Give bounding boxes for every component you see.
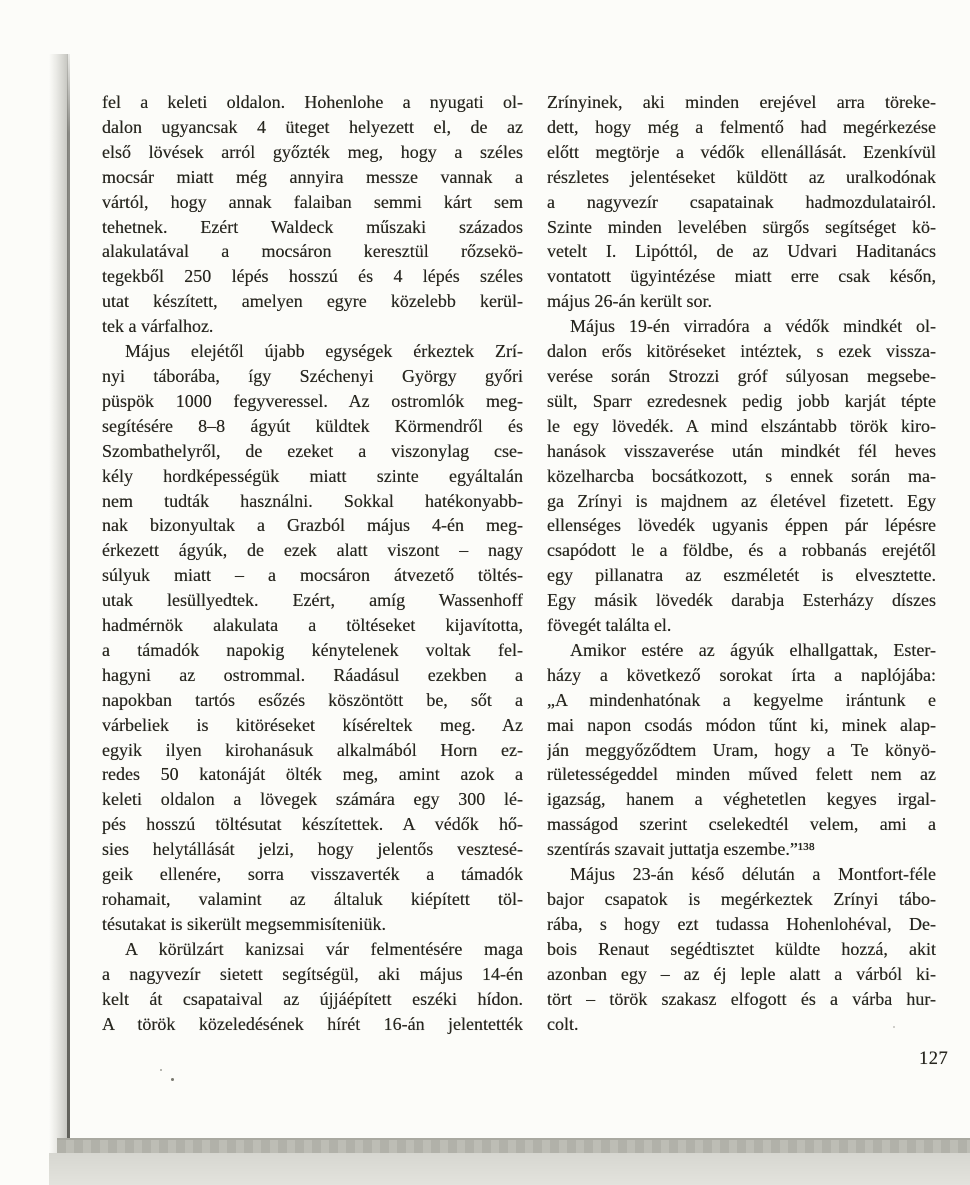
text-line: redes 50 katonáját ölték meg, amint azok a	[102, 764, 523, 785]
text-line: hadmérnök alakulata a töltéseket kijavította,	[102, 615, 523, 636]
text-line: Zrínyinek, aki minden erejével arra töreke-	[547, 92, 936, 112]
text-line: érkezett ágyúk, de ezek alatt viszont – nagy	[102, 540, 523, 561]
text-line: Május elejétől újabb egységek érkeztek Zrí-	[125, 341, 523, 362]
text-line: kelt át csapataival az újjáépített eszéki hídon.	[102, 988, 523, 1009]
scan-speck	[893, 1026, 895, 1028]
text-line: keleti oldalon a lövegek számára egy 300 lé-	[102, 789, 523, 810]
text-line: sült, Sparr ezredesnek pedig jobb karját tépte	[547, 390, 936, 411]
text-line: Május 19-én virradóra a védők mindkét ol-	[570, 316, 936, 337]
text-line: dett, hogy még a felmentő had megérkezése	[547, 116, 936, 137]
text-line: sies helytállását jelzi, hogy jelentős vesztesé-	[102, 839, 523, 860]
text-line: tört – török szakasz elfogott és a várba hur-	[547, 988, 936, 1009]
text-column-left	[102, 90, 523, 1036]
text-line: a nagyvezír sietett segítségül, aki május 14-én	[102, 963, 523, 984]
text-line: vetelt I. Lipóttól, de az Udvari Haditanács	[547, 241, 936, 262]
text-line: tek a várfalhoz.	[102, 316, 214, 337]
text-line: colt.	[547, 1013, 579, 1034]
text-line: nyi táborába, így Széchenyi György győri	[102, 365, 523, 386]
text-line: bois Renaut segédtisztet küldte hozzá, akit	[547, 938, 936, 959]
text-line: „A mindenhatónak a kegyelme irántunk e	[547, 689, 936, 710]
text-line: súlyuk miatt – a mocsáron átvezető töltés-	[102, 565, 523, 586]
page-number: 127	[919, 1049, 949, 1069]
text-line: napokban tartós esőzés köszöntött be, sőt a	[102, 689, 523, 710]
text-line: rohamait, valamint az általuk kiépített töl-	[102, 889, 523, 909]
text-line: dalon ugyancsak 4 üteget helyezett el, de az	[102, 116, 523, 137]
text-line: csapódott le a földbe, és a robbanás erejétől	[547, 540, 936, 561]
text-line: vontatott ügyintézése miatt erre csak későn,	[547, 266, 936, 287]
text-line: mocsár miatt még annyira messze vannak a	[102, 166, 523, 187]
text-line: hagyni az ostrommal. Ráadásul ezekben a	[102, 664, 523, 685]
text-line: tésutakat is sikerült megsemmisíteniük.	[102, 913, 386, 934]
scan-speck	[160, 1069, 162, 1071]
text-line: szentírás szavait juttatja eszembe.”¹³⁸	[547, 839, 815, 860]
text-line: ellenséges lövedék ugyanis éppen pár lépésre	[547, 515, 936, 536]
text-line: fel a keleti oldalon. Hohenlohe a nyugati ol-	[102, 92, 523, 112]
text-line: pés hosszú töltésutat készítettek. A védők hő-	[102, 814, 523, 835]
text-line: tehetnek. Ezért Waldeck műszaki százados	[102, 216, 523, 237]
text-line: fövegét találta el.	[547, 615, 672, 636]
text-line: A körülzárt kanizsai vár felmentésére maga	[125, 938, 523, 959]
text-column-right	[547, 90, 936, 1036]
text-line: részletes jelentéseket küldött az uralkodónak	[547, 166, 936, 187]
text-line: Amikor estére az ágyúk elhallgattak, Ester-	[570, 639, 936, 660]
binding-shadow	[49, 54, 68, 1185]
text-line: kély hordképességük miatt szinte egyáltalán	[102, 465, 523, 486]
text-line: ján meggyőződtem Uram, hogy a Te könyö-	[547, 739, 936, 760]
text-line: püspök 1000 fegyveressel. Az ostromlók meg-	[102, 390, 523, 411]
text-line: verése során Strozzi gróf súlyosan megsebe-	[547, 365, 936, 386]
text-line: várbeliek is kitöréseket kíséreltek meg. Az	[102, 714, 523, 735]
text-line: ga Zrínyi is majdnem az életével fizetett. Egy	[547, 490, 936, 511]
text-line: segítésére 8–8 ágyút küldtek Körmendről és	[102, 415, 523, 436]
scan-speck	[171, 1078, 174, 1081]
text-line: utat készített, amelyen egyre közelebb kerül-	[102, 291, 523, 312]
text-line: Szombathelyről, de ezeket a viszonylag cse-	[102, 440, 523, 461]
text-line: egy pillanatra az eszméletét is elvesztette.	[547, 565, 936, 586]
text-line: előtt megtörje a védők ellenállását. Ezenkívül	[547, 141, 936, 162]
text-line: alakulatával a mocsáron keresztül rőzsekö-	[102, 241, 523, 262]
text-line: Egy másik lövedék darabja Esterházy díszes	[547, 590, 936, 611]
text-line: rületességeddel minden műved felett nem az	[547, 764, 936, 785]
text-line: a támadók napokig kénytelenek voltak fel-	[102, 639, 523, 660]
binding-gutter-line	[67, 54, 70, 1185]
text-line: mai napon csodás módon tűnt ki, minek alap-	[547, 714, 936, 735]
text-line: le egy lövedék. A mind elszántabb török kiro-	[547, 415, 936, 436]
text-line: rába, s hogy ezt tudassa Hohenlohéval, De-	[547, 913, 936, 934]
text-line: Szinte minden levelében sürgős segítséget kö-	[547, 216, 936, 237]
text-line: geik ellenére, sorra visszaverték a támadók	[102, 864, 523, 885]
text-line: közelharcba bocsátkozott, s ennek során ma-	[547, 465, 936, 486]
text-line: nak bizonyultak a Grazból május 4-én meg-	[102, 515, 523, 536]
text-line: május 26-án került sor.	[547, 291, 712, 312]
text-line: egyik ilyen kirohanásuk alkalmából Horn ez-	[102, 739, 523, 760]
text-line: utak lesüllyedtek. Ezért, amíg Wassenhoff	[102, 590, 523, 611]
page-edge-band	[57, 1138, 970, 1153]
text-line: Május 23-án késő délután a Montfort-féle	[570, 864, 936, 885]
text-line: igazság, hanem a véghetetlen kegyes irgal-	[547, 789, 936, 810]
text-line: A török közeledésének hírét 16-án jelentették	[102, 1013, 523, 1034]
text-line: a nagyvezír csapatainak hadmozdulatairól.	[547, 191, 936, 212]
text-line: hanások visszaverése után mindkét fél heves	[547, 440, 936, 461]
text-line: első lövések arról győzték meg, hogy a széles	[102, 141, 523, 162]
text-line: dalon erős kitöréseket intéztek, s ezek vissza-	[547, 341, 936, 362]
text-line: masságod szerint cselekedtél velem, ami a	[547, 814, 936, 835]
text-line: azonban egy – az éj leple alatt a várból ki-	[547, 963, 936, 984]
text-line: vártól, hogy annak falaiban semmi kárt sem	[102, 191, 523, 212]
text-line: házy a következő sorokat írta a naplójába:	[547, 664, 936, 685]
text-line: tegekből 250 lépés hosszú és 4 lépés széles	[102, 266, 523, 287]
text-line: bajor csapatok is megérkeztek Zrínyi tábo-	[547, 889, 936, 909]
text-line: nem tudták használni. Sokkal hatékonyabb-	[102, 490, 523, 511]
page-edge-below	[49, 1153, 970, 1185]
